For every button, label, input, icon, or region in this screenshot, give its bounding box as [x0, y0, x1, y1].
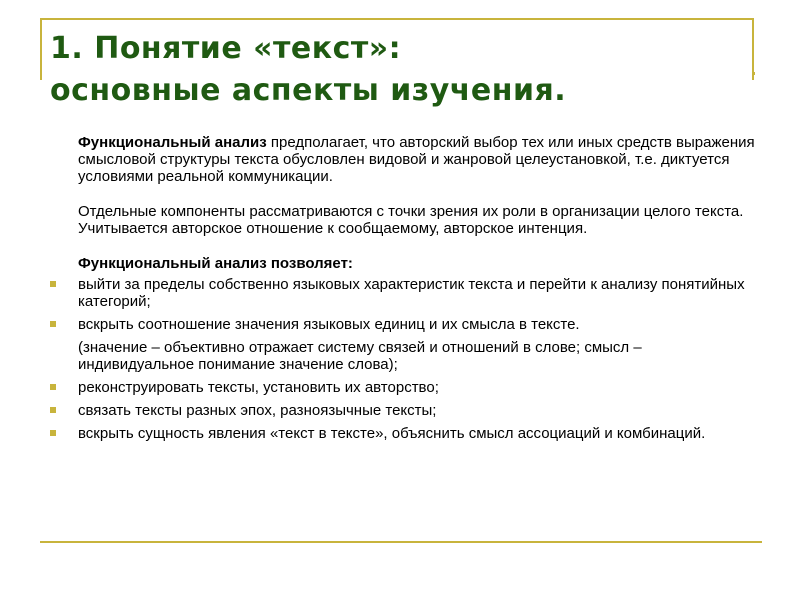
bottom-rule [40, 541, 762, 543]
list-item-text: вскрыть соотношение значения языковых единиц и их смысла в тексте. [78, 316, 580, 333]
right-accent-rule [752, 18, 754, 80]
list-item-text: выйти за пределы собственно языковых характеристик текста и перейти к анализу понятийных категорий; [78, 276, 745, 310]
square-bullet-icon [50, 321, 56, 327]
square-bullet-icon [50, 430, 56, 436]
left-accent-rule [40, 18, 42, 80]
list-heading: Функциональный анализ позволяет: [78, 255, 353, 272]
list-item [56, 379, 756, 396]
list-item-text: (значение – объективно отражает систему связей и отношений в слове; смысл – индивидуальное понимание значение слова); [78, 339, 642, 373]
paragraph-text: Отдельные компоненты рассматриваются с точки зрения их роли в организации целого текста. Учитывается авторское отношение к сообщаемому, авторское интенция. [78, 203, 744, 237]
slide-title [50, 28, 750, 112]
title-line-2: основные аспекты изучения. [50, 73, 567, 108]
list-item [56, 316, 756, 333]
list-item [56, 402, 756, 419]
list-item [56, 276, 756, 310]
paragraph-lead: Функциональный анализ [78, 134, 267, 151]
paragraph-heading [56, 255, 756, 272]
corner-dot [752, 72, 755, 75]
square-bullet-icon [50, 281, 56, 287]
paragraph-components [56, 203, 756, 237]
square-bullet-icon [50, 384, 56, 390]
list-item-text: связать тексты разных эпох, разноязычные тексты; [78, 402, 437, 419]
list-item [56, 425, 756, 442]
list-item-continuation [56, 339, 756, 373]
list-item-text: вскрыть сущность явления «текст в тексте», объяснить смысл ассоциаций и комбинаций. [78, 425, 706, 442]
slide-body [56, 134, 756, 442]
top-rule [40, 18, 754, 20]
paragraph-functional-analysis [56, 134, 756, 185]
list-item-text: реконструировать тексты, установить их авторство; [78, 379, 439, 396]
paragraph-text: предполагает, что авторский выбор тех или иных средств выражения смысловой структуры текста обусловлен видовой и жанровой целеустановкой, т.е. диктуется условиями реальной коммуникации. [78, 134, 755, 185]
title-line-1: 1. Понятие «текст»: [50, 31, 402, 66]
square-bullet-icon [50, 407, 56, 413]
